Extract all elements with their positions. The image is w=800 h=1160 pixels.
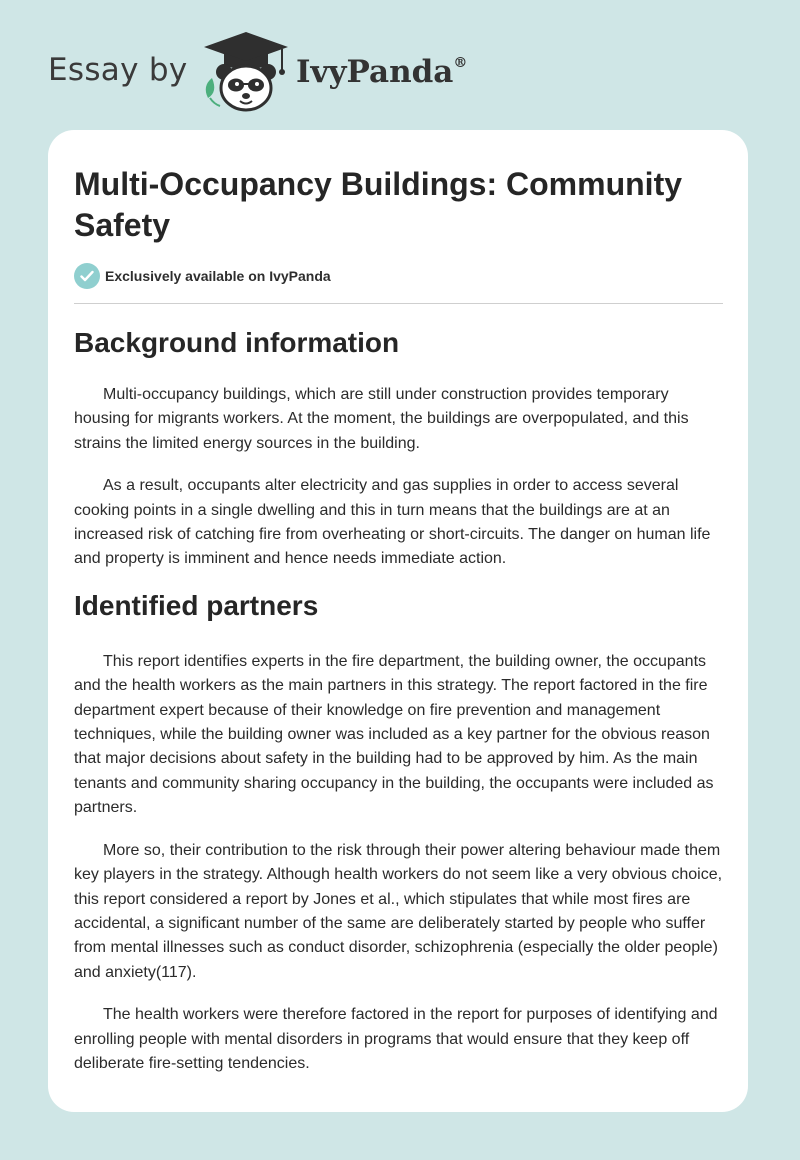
brand-name[interactable]: IvyPanda® xyxy=(296,54,468,90)
check-circle-icon xyxy=(74,263,100,289)
exclusive-label: Exclusively available on IvyPanda xyxy=(105,268,331,284)
paragraph: As a result, occupants alter electricity and gas supplies in order to access several cooking points in a single dwelling and this in turn means that the buildings are at an increased risk of catching fire from overheating or short-circuits. The danger on human life and property is imminent and hence needs immediate action. xyxy=(74,477,711,568)
paragraph: Multi-occupancy buildings, which are still under construction provides temporary housing for migrants workers. At the moment, the buildings are overpopulated, and this strains the limited energy sources in the building. xyxy=(74,386,689,452)
paragraph: More so, their contribution to the risk through their power altering behaviour made them key players in the strategy. Although health workers do not seem like a very obvious choice, this report considered a report by Jones et al., which stipulates that while most fires are accidental, a significant number of the same are deliberately started by people who suffer from mental illnesses such as conduct disorder, schizophrenia (especially the older people) and anxiety(117). xyxy=(74,841,723,981)
paragraph: The health workers were therefore factored in the report for purposes of identifying and enrolling people with mental disorders in programs that would ensure that they keep off deliberate fire-setting tendencies. xyxy=(74,1006,718,1072)
section-heading: Background information xyxy=(74,327,400,358)
essay-by-label: Essay by xyxy=(48,52,188,88)
panda-graduate-logo-icon[interactable] xyxy=(200,30,292,114)
registered-mark: ® xyxy=(453,54,468,71)
essay-title: Multi-Occupancy Buildings: Community Safety xyxy=(74,166,683,243)
essay-card xyxy=(48,130,748,1112)
title-divider xyxy=(74,303,723,304)
section-heading: Identified partners xyxy=(74,589,319,621)
paragraph: This report identifies experts in the fire department, the building owner, the occupants and the health workers as the main partners in this strategy. The report factored in the fire department expert because of their knowledge on fire prevention and management techniques, while the building owner was included as a key partner for the obvious reason that major decisions about safety in the building had to be approved by him. As the main tenants and community sharing occupancy in the building, the occupants were included as partners. xyxy=(74,652,714,817)
site-header xyxy=(0,0,800,130)
essay-body xyxy=(74,323,724,1076)
exclusive-badge xyxy=(74,263,331,289)
